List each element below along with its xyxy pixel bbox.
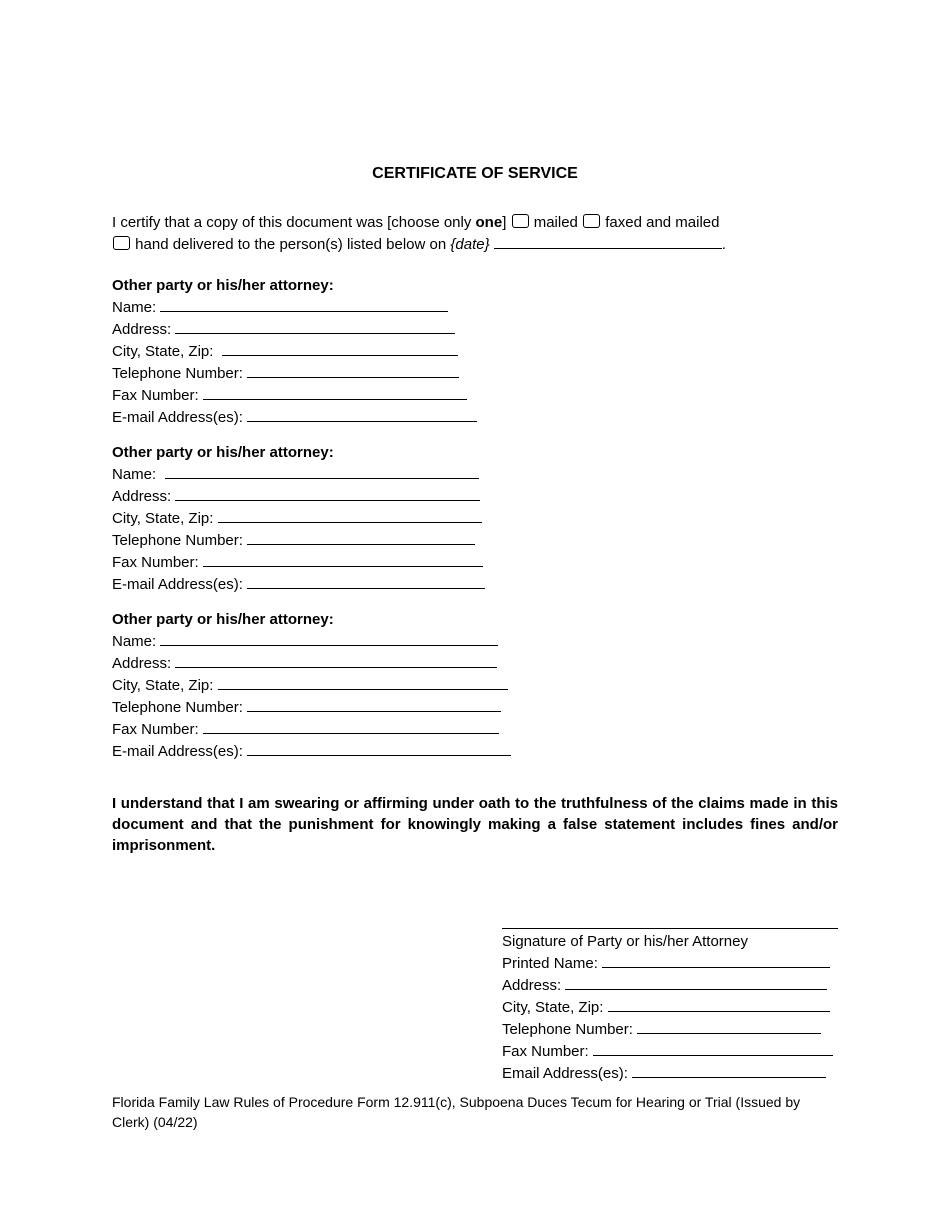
faxed-mailed-label: faxed and mailed <box>605 214 720 231</box>
fax-label: Fax Number: <box>112 387 199 404</box>
fax-field[interactable] <box>593 1040 833 1056</box>
intro-text-2: ] <box>502 214 511 231</box>
name-label: Name: <box>112 633 157 650</box>
fax-field[interactable] <box>203 718 499 734</box>
faxed-mailed-checkbox[interactable] <box>583 214 600 228</box>
mailed-checkbox[interactable] <box>512 214 529 228</box>
party-block-2 <box>112 442 485 595</box>
email-field[interactable] <box>632 1062 826 1078</box>
email-label: E-mail Address(es): <box>112 409 243 426</box>
address-label: Address: <box>112 488 172 505</box>
name-label: Name: <box>112 466 157 483</box>
name-field[interactable] <box>160 296 448 312</box>
signature-line[interactable] <box>502 928 838 929</box>
signature-block <box>502 928 838 1084</box>
email-label: E-mail Address(es): <box>112 576 243 593</box>
date-placeholder: {date} <box>450 236 490 253</box>
email-field[interactable] <box>247 573 485 589</box>
address-field[interactable] <box>175 652 497 668</box>
intro-end: . <box>721 236 726 253</box>
date-field[interactable] <box>494 233 722 249</box>
city-state-zip-label: City, State, Zip: <box>502 999 604 1016</box>
intro-one-bold: one <box>475 214 503 231</box>
form-footer: Florida Family Law Rules of Procedure Form 12.911(c), Subpoena Duces Tecum for Hearing or Trial (Issued by Clerk) (04/22) <box>112 1094 801 1130</box>
address-field[interactable] <box>175 318 455 334</box>
telephone-label: Telephone Number: <box>112 699 243 716</box>
address-label: Address: <box>112 655 172 672</box>
name-field[interactable] <box>160 630 498 646</box>
party-block-3 <box>112 609 511 762</box>
page-title: CERTIFICATE OF SERVICE <box>372 165 578 182</box>
city-state-zip-label: City, State, Zip: <box>112 343 214 360</box>
hand-delivered-label: hand delivered to the person(s) listed below on <box>135 236 451 253</box>
oath-statement: I understand that I am swearing or affirming under oath to the truthfulness of the claims made in this document and that the punishment for knowingly making a false statement includes fines and/or imprisonment. <box>112 795 838 854</box>
name-field[interactable] <box>165 463 479 479</box>
fax-label: Fax Number: <box>502 1043 589 1060</box>
email-label: Email Address(es): <box>502 1065 628 1082</box>
email-field[interactable] <box>247 740 511 756</box>
signature-caption: Signature of Party or his/her Attorney <box>502 933 748 950</box>
party-block-1 <box>112 275 477 428</box>
address-label: Address: <box>502 977 562 994</box>
telephone-label: Telephone Number: <box>502 1021 633 1038</box>
telephone-field[interactable] <box>247 362 459 378</box>
telephone-field[interactable] <box>247 696 501 712</box>
telephone-field[interactable] <box>247 529 475 545</box>
city-state-zip-field[interactable] <box>222 340 458 356</box>
printed-name-label: Printed Name: <box>502 955 598 972</box>
telephone-label: Telephone Number: <box>112 532 243 549</box>
fax-label: Fax Number: <box>112 554 199 571</box>
name-label: Name: <box>112 299 157 316</box>
hand-delivered-checkbox[interactable] <box>113 236 130 250</box>
email-label: E-mail Address(es): <box>112 743 243 760</box>
intro-text-1: I certify that a copy of this document was [choose only <box>112 214 476 231</box>
telephone-field[interactable] <box>637 1018 821 1034</box>
address-field[interactable] <box>565 974 827 990</box>
party-heading: Other party or his/her attorney: <box>112 444 334 461</box>
city-state-zip-field[interactable] <box>218 674 508 690</box>
city-state-zip-label: City, State, Zip: <box>112 677 214 694</box>
fax-label: Fax Number: <box>112 721 199 738</box>
city-state-zip-label: City, State, Zip: <box>112 510 214 527</box>
email-field[interactable] <box>247 406 477 422</box>
telephone-label: Telephone Number: <box>112 365 243 382</box>
fax-field[interactable] <box>203 384 467 400</box>
city-state-zip-field[interactable] <box>218 507 482 523</box>
party-heading: Other party or his/her attorney: <box>112 611 334 628</box>
printed-name-field[interactable] <box>602 952 830 968</box>
certification-statement <box>112 212 838 255</box>
fax-field[interactable] <box>203 551 483 567</box>
party-heading: Other party or his/her attorney: <box>112 277 334 294</box>
address-label: Address: <box>112 321 172 338</box>
address-field[interactable] <box>175 485 480 501</box>
mailed-label: mailed <box>533 214 578 231</box>
city-state-zip-field[interactable] <box>608 996 830 1012</box>
